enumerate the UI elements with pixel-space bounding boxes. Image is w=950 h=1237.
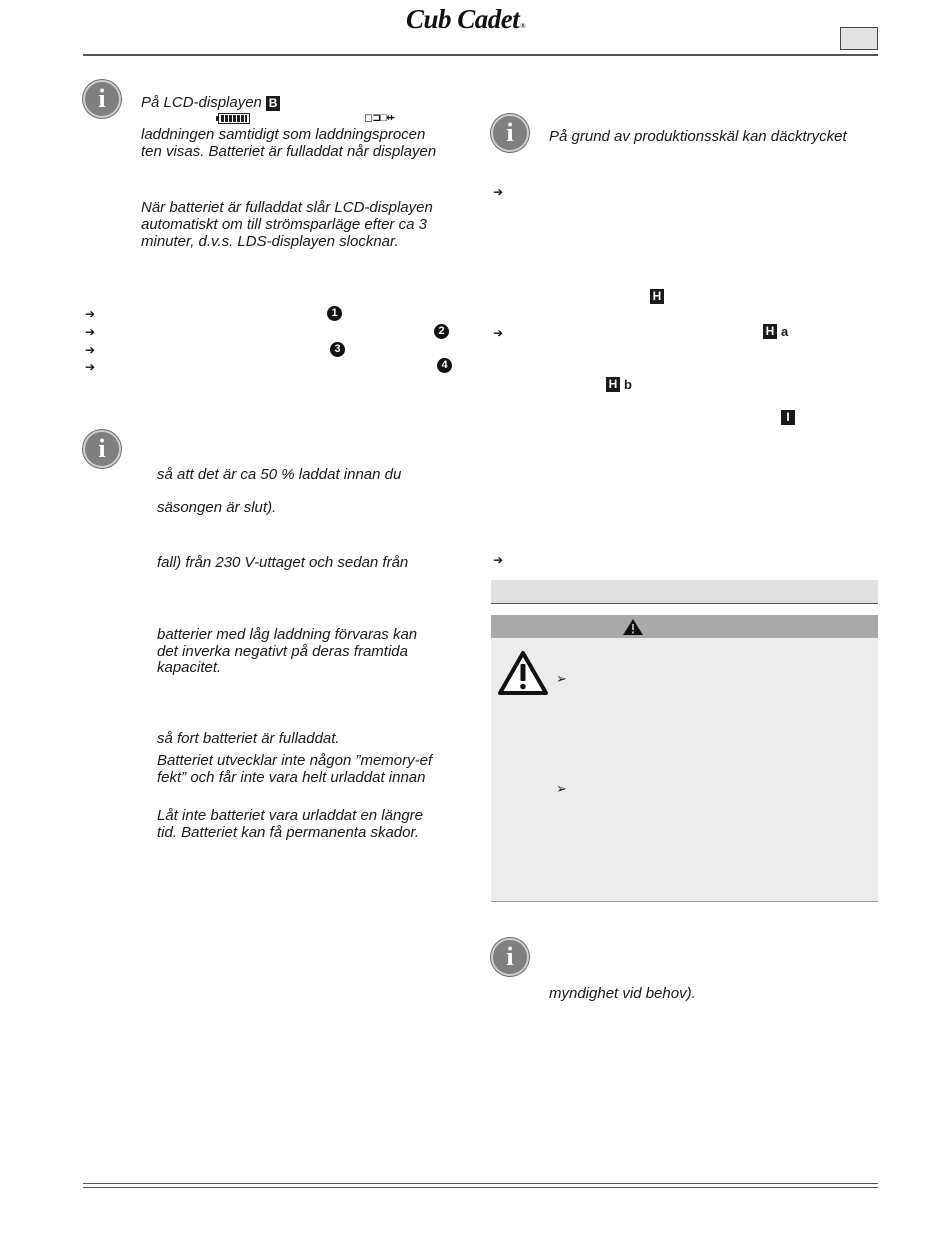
arrow-icon: ➔	[493, 553, 504, 567]
right-note1-line1: På grund av produktionsskäl kan däcktrycket	[549, 128, 847, 145]
arrow-icon: ➔	[85, 307, 96, 321]
note2-line10: Låt inte batteriet vara urladdat en längre	[157, 807, 424, 824]
header-rule	[83, 54, 878, 56]
ref-letter-H: H	[650, 289, 664, 304]
note1-line2: laddningen samtidigt som laddningsprocen	[141, 126, 426, 143]
plug-icon: ◻⊐□⇷	[364, 112, 395, 124]
note2-line5: det inverka negativt på deras framtida	[157, 643, 408, 660]
section-heading-bar	[491, 580, 878, 604]
arrow-icon: ➔	[493, 326, 504, 340]
note2-line9: fekt” och får inte vara helt urladdat innan	[157, 769, 426, 786]
info-icon: i	[491, 938, 529, 976]
ref-H	[650, 288, 664, 306]
note2-line6: kapacitet.	[157, 659, 222, 676]
note1-line1: På LCD-displayen	[141, 94, 262, 111]
arrow-icon: ➔	[493, 185, 504, 199]
note1-line3: ten visas. Batteriet är fulladdat når displayen	[141, 143, 437, 160]
note2-line2: säsongen är slut).	[157, 499, 277, 516]
step-number-3: 3	[330, 342, 345, 357]
arrow-icon: ➔	[85, 343, 96, 357]
note-text	[141, 94, 280, 111]
info-icon: i	[83, 430, 121, 468]
warning-header	[491, 615, 878, 638]
note2-line8: Batteriet utvecklar inte någon ”memory-ef	[157, 752, 433, 769]
warning-small-icon	[622, 618, 644, 636]
arrow-icon: ➔	[85, 325, 96, 339]
note2-line11: tid. Batteriet kan få permanenta skador.	[157, 824, 420, 841]
ref-sub-b: b	[624, 377, 632, 393]
language-tab	[840, 27, 878, 50]
ref-letter-H: H	[763, 324, 777, 339]
step-number-4: 4	[437, 358, 452, 373]
note2-line4: batterier med låg laddning förvaras kan	[157, 626, 418, 643]
note2-line1: så att det är ca 50 % laddat innan du	[157, 466, 402, 483]
bullet-arrow-icon: ➢	[556, 671, 567, 686]
note2-line7: så fort batteriet är fulladdat.	[157, 730, 340, 747]
logo-registered-mark: ®	[520, 22, 526, 30]
logo-text: Cub Cadet	[406, 4, 520, 34]
ref-letter-I: I	[781, 410, 795, 425]
note1-line4: När batteriet är fulladdat slår LCD-displayen	[141, 199, 433, 216]
footer-rule	[83, 1187, 878, 1188]
right-note2-line1: myndighet vid behov).	[549, 985, 696, 1002]
ref-letter-B: B	[266, 96, 280, 111]
note2-line3: fall) från 230 V-uttaget och sedan från	[157, 554, 409, 571]
battery-icon	[218, 113, 250, 124]
note1-line5: automatiskt om till strömsparläge efter ca 3	[141, 216, 427, 233]
ref-H-a	[763, 323, 788, 341]
footer-rule	[83, 1183, 878, 1184]
info-icon: i	[83, 80, 121, 118]
ref-sub-a: a	[781, 324, 789, 340]
step-number-1: 1	[327, 306, 342, 321]
arrow-icon: ➔	[85, 360, 96, 374]
note1-line6: minuter, d.v.s. LDS-displayen slocknar.	[141, 233, 399, 250]
warning-triangle-icon	[497, 650, 549, 696]
bullet-arrow-icon: ➢	[556, 781, 567, 796]
info-icon: i	[491, 114, 529, 152]
ref-H-b	[606, 376, 632, 394]
step-number-2: 2	[434, 324, 449, 339]
cub-cadet-logo	[406, 4, 525, 35]
ref-I	[781, 409, 795, 427]
warning-panel	[491, 615, 878, 902]
ref-letter-H: H	[606, 377, 620, 392]
